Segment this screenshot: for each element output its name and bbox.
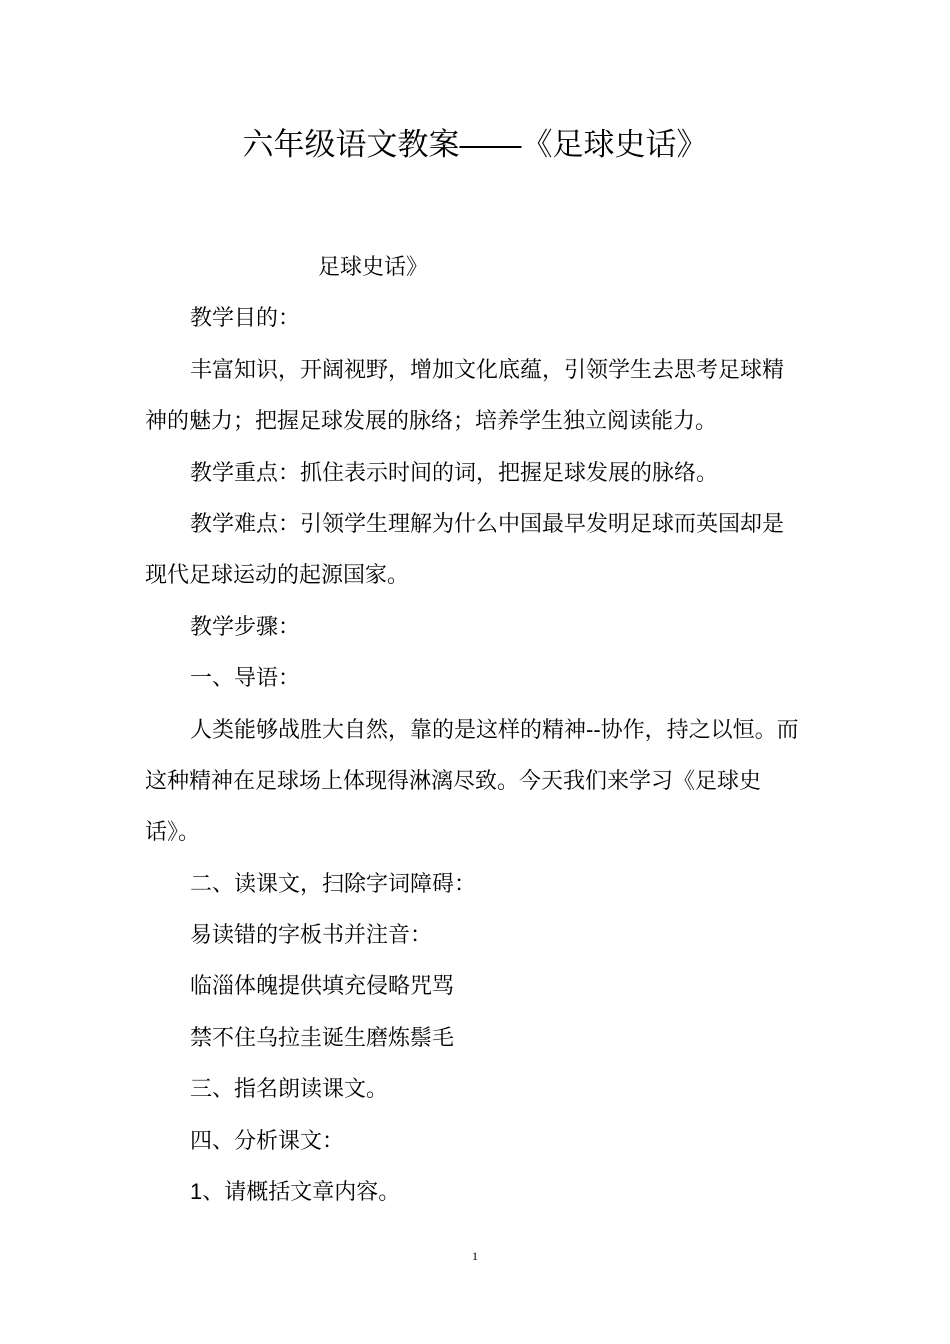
paragraph-vocab-list-1 [0, 960, 950, 1011]
paragraph-line: 三、指名朗读课文。 [190, 1076, 389, 1102]
paragraph-line: 禁不住乌拉圭诞生磨炼鬃毛 [190, 1024, 455, 1050]
paragraph-vocab-list-2 [0, 1012, 950, 1063]
paragraph-line: 教学难点：引领学生理解为什么中国最早发明足球而英国却是 [190, 510, 785, 536]
page-number: 1 [472, 1249, 478, 1263]
paragraph-line: 易读错的字板书并注音： [190, 922, 433, 948]
paragraph-line: 丰富知识，开阔视野，增加文化底蕴，引领学生去思考足球精 [190, 356, 785, 382]
paragraph-difficult-points [0, 498, 950, 601]
paragraph-line: 话》。 [145, 819, 201, 845]
paragraph-line: 这种精神在足球场上体现得淋漓尽致。今天我们来学习《足球史 [145, 767, 762, 793]
paragraph-line: 二、读课文，扫除字词障碍： [190, 870, 477, 896]
paragraph-line: 临淄体魄提供填充侵略咒骂 [190, 973, 455, 999]
paragraph-line: 神的魅力；把握足球发展的脉络；培养学生独立阅读能力。 [145, 408, 718, 434]
paragraph-line: 教学目的： [190, 305, 301, 331]
paragraph-step-1-heading [0, 652, 950, 703]
paragraph-question-1 [0, 1166, 950, 1217]
document-body [0, 241, 950, 1217]
document-title: 六年级语文教案——《足球史话》 [242, 127, 708, 162]
paragraph-step-2-heading [0, 858, 950, 909]
paragraph-line: 一、导语： [190, 665, 301, 691]
paragraph-steps-heading [0, 601, 950, 652]
paragraph-line: 1、请概括文章内容。 [190, 1179, 401, 1205]
paragraph-teaching-goal-heading [0, 292, 950, 343]
paragraph-intro-text [0, 704, 950, 858]
paragraph-line: 现代足球运动的起源国家。 [145, 562, 410, 588]
paragraph-line: 四、分析课文： [190, 1127, 345, 1153]
paragraph-line: 人类能够战胜大自然，靠的是这样的精神--协作，持之以恒。而 [190, 716, 799, 742]
section-subtitle: 足球史话》 [318, 254, 429, 279]
paragraph-line: 教学重点：抓住表示时间的词，把握足球发展的脉络。 [190, 459, 719, 485]
paragraph-vocab-heading [0, 909, 950, 960]
paragraph-step-3-heading [0, 1063, 950, 1114]
paragraph-step-4-heading [0, 1115, 950, 1166]
paragraph-teaching-goal [0, 344, 950, 447]
paragraph-key-points [0, 447, 950, 498]
paragraph-line: 教学步骤： [190, 613, 301, 639]
